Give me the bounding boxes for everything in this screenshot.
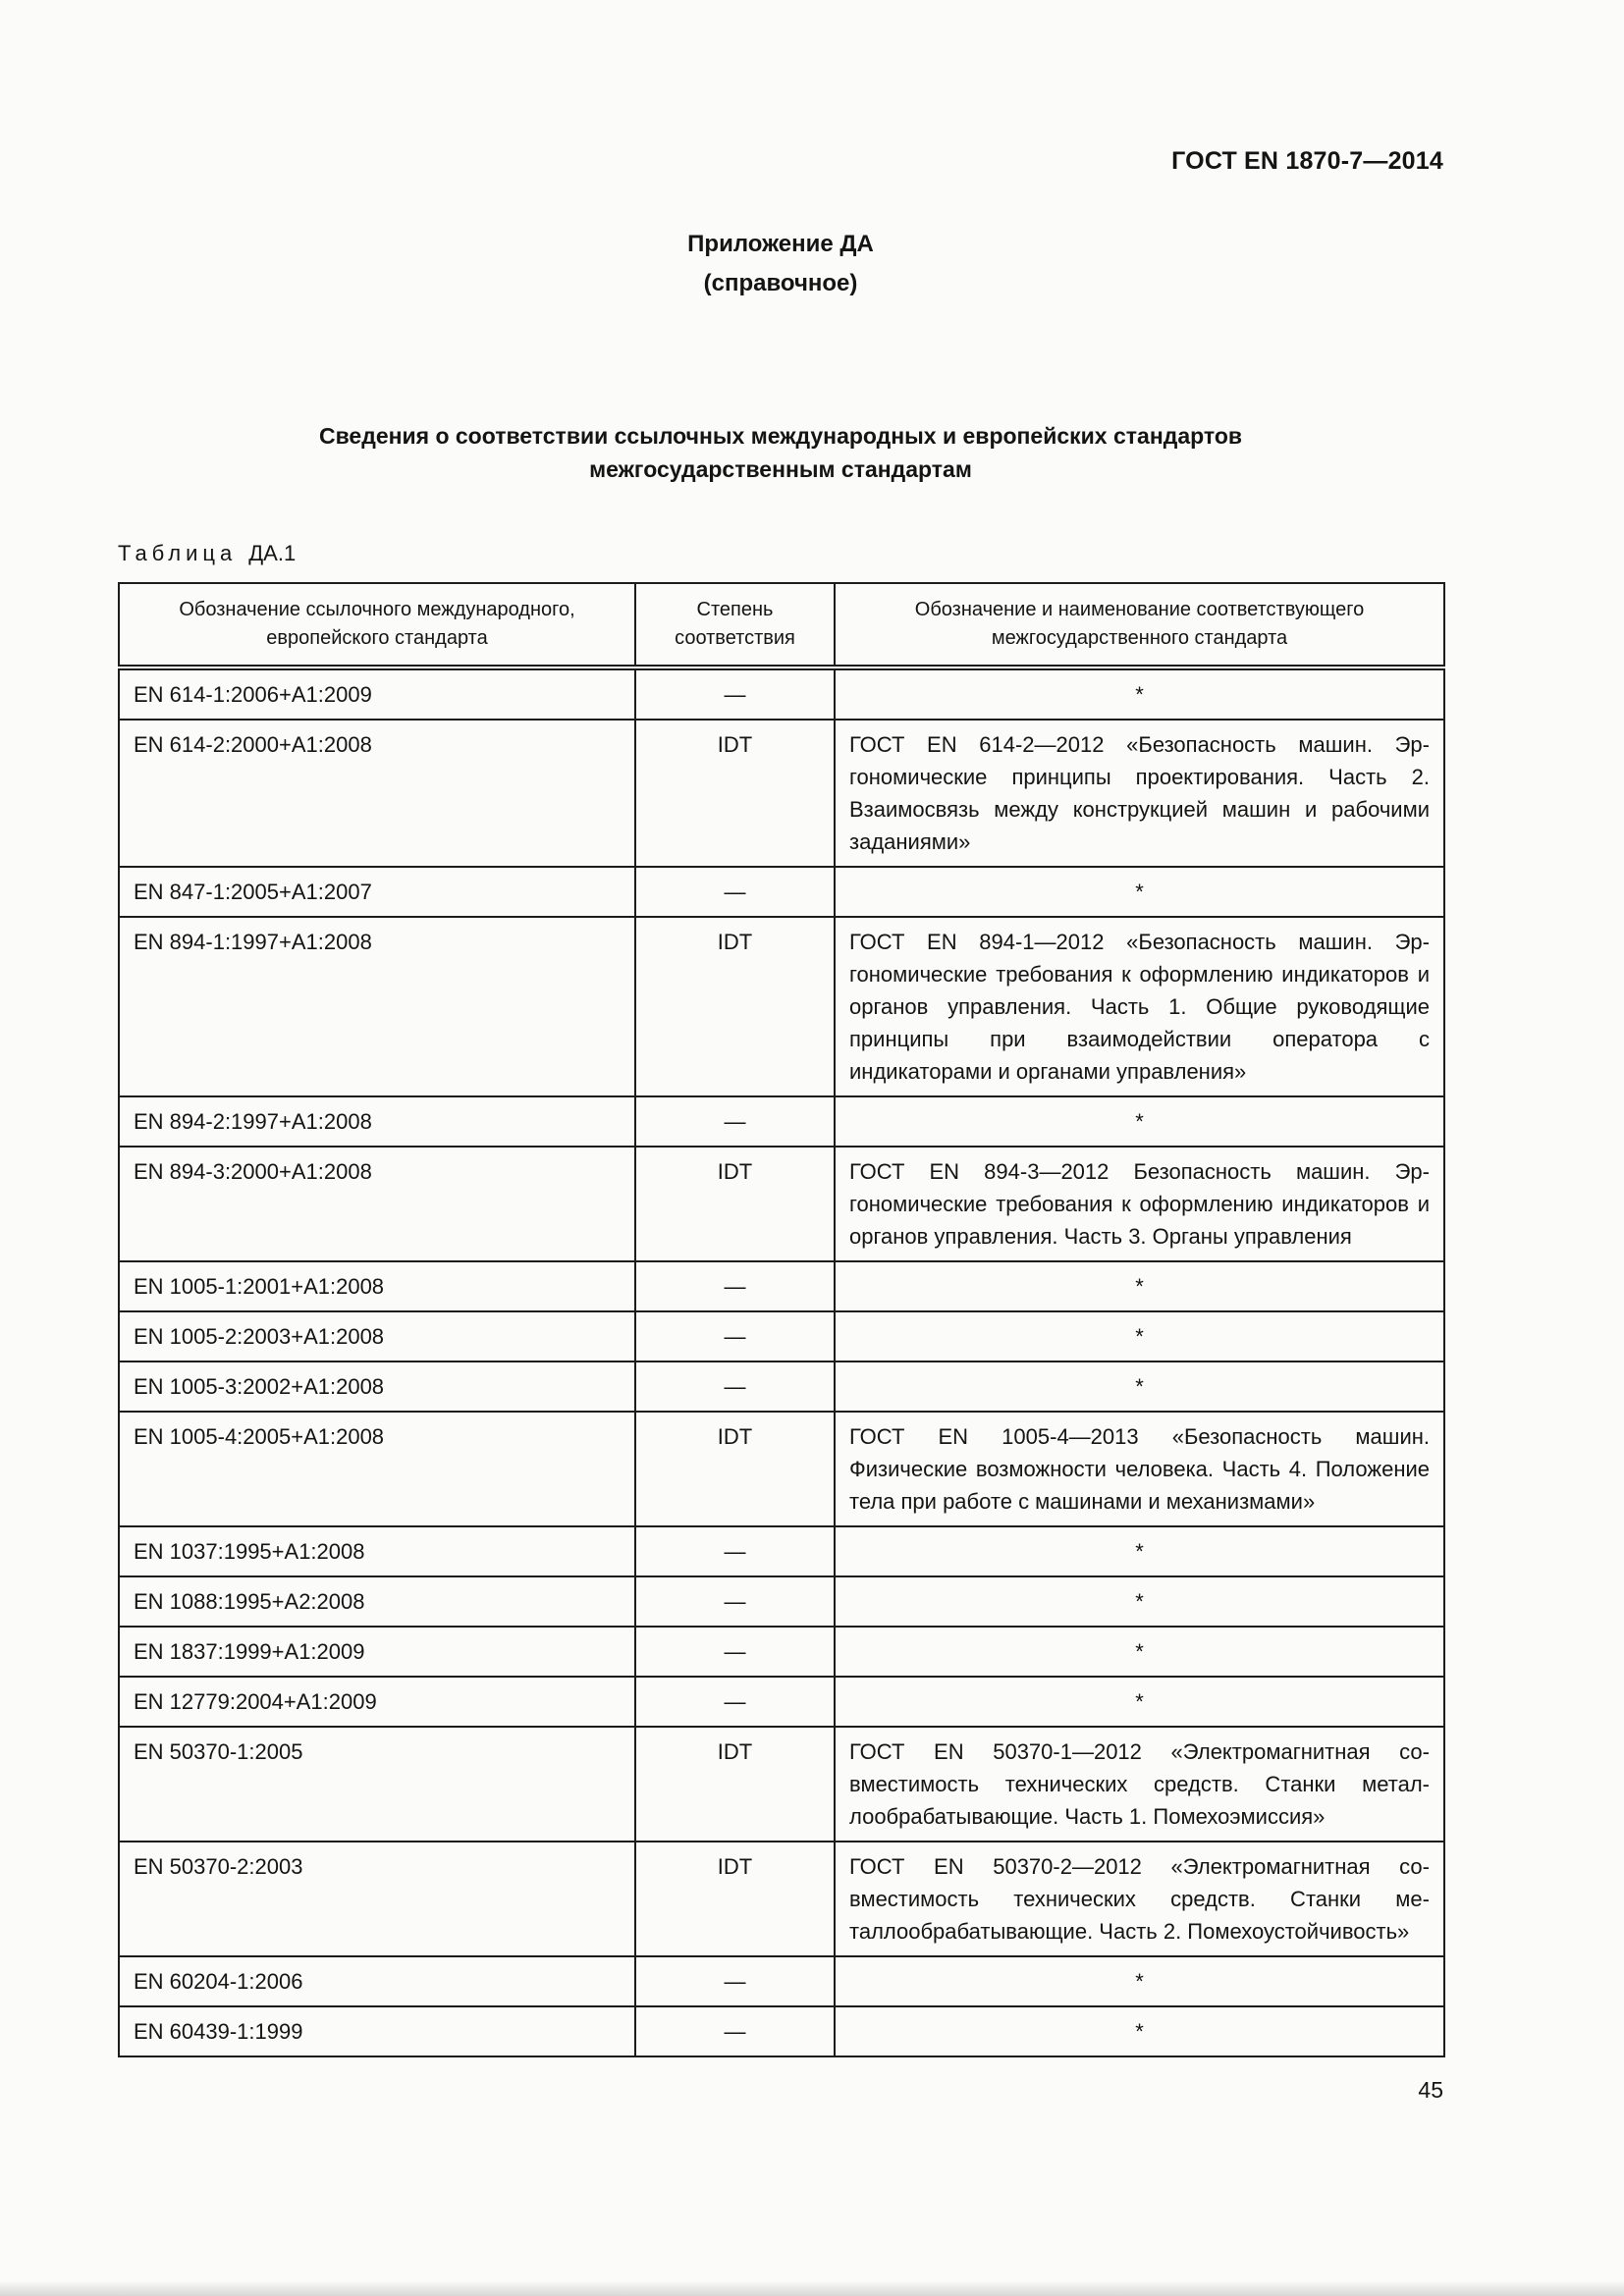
cell-degree: — <box>635 1096 835 1147</box>
cell-degree: — <box>635 667 835 720</box>
cell-standard: EN 50370-1:2005 <box>119 1727 635 1842</box>
cell-degree: IDT <box>635 917 835 1096</box>
table-row <box>119 1956 1444 2006</box>
section-title-line-2: межгосударственным стандартам <box>589 456 972 482</box>
cell-correspondence: * <box>835 1627 1444 1677</box>
table-header-row <box>119 583 1444 667</box>
cell-standard: EN 894-2:1997+A1:2008 <box>119 1096 635 1147</box>
cell-correspondence: * <box>835 1311 1444 1362</box>
cell-degree: — <box>635 1311 835 1362</box>
cell-degree: — <box>635 1677 835 1727</box>
cell-degree: — <box>635 1261 835 1311</box>
appendix-type: (справочное) <box>703 270 858 296</box>
cell-standard: EN 847-1:2005+A1:2007 <box>119 867 635 917</box>
cell-correspondence: ГОСТ EN 894-3—2012 Безопасность машин. Эргономические требования к оформлению индикаторов и органов управления. Часть 3. Органы управления <box>835 1147 1444 1261</box>
table-row <box>119 1842 1444 1956</box>
header-correspondence-line-2: межгосударственного стандарта <box>991 627 1288 649</box>
table-row <box>119 1412 1444 1526</box>
header-degree <box>635 583 835 667</box>
cell-correspondence: * <box>835 867 1444 917</box>
table-row <box>119 720 1444 867</box>
cell-standard: EN 1088:1995+A2:2008 <box>119 1576 635 1627</box>
header-correspondence-line-1: Обозначение и наименование соответствующего <box>914 599 1365 620</box>
table-row <box>119 867 1444 917</box>
cell-degree: — <box>635 2006 835 2056</box>
cell-correspondence: * <box>835 1362 1444 1412</box>
cell-correspondence: ГОСТ EN 614-2—2012 «Безопасность машин. Эргономические принципы проектирования. Часть 2. Взаимосвязь между конструкцией машин и рабочими заданиями» <box>835 720 1444 867</box>
cell-degree: — <box>635 1956 835 2006</box>
header-degree-line-1: Степень <box>696 599 774 620</box>
cell-correspondence: * <box>835 1956 1444 2006</box>
document-number: ГОСТ EN 1870-7—2014 <box>1171 147 1443 175</box>
table-caption <box>118 541 1443 566</box>
cell-correspondence: * <box>835 2006 1444 2056</box>
cell-correspondence: * <box>835 667 1444 720</box>
header-standard-line-2: европейского стандарта <box>266 627 488 649</box>
header-standard-line-1: Обозначение ссылочного международного, <box>179 599 575 620</box>
header-standard-designation <box>119 583 635 667</box>
appendix-label: Приложение ДА <box>687 231 874 257</box>
cell-standard: EN 12779:2004+A1:2009 <box>119 1677 635 1727</box>
cell-correspondence: * <box>835 1576 1444 1627</box>
table-row <box>119 1096 1444 1147</box>
cell-degree: — <box>635 1627 835 1677</box>
cell-degree: IDT <box>635 1412 835 1526</box>
table-row <box>119 1727 1444 1842</box>
cell-standard: EN 50370-2:2003 <box>119 1842 635 1956</box>
cell-degree: IDT <box>635 1842 835 1956</box>
table-row <box>119 1526 1444 1576</box>
cell-degree: — <box>635 1362 835 1412</box>
cell-standard: EN 614-1:2006+A1:2009 <box>119 667 635 720</box>
correspondence-table <box>118 582 1445 2057</box>
header-correspondence <box>835 583 1444 667</box>
cell-standard: EN 1037:1995+A1:2008 <box>119 1526 635 1576</box>
cell-standard: EN 614-2:2000+A1:2008 <box>119 720 635 867</box>
table-row <box>119 1147 1444 1261</box>
table-row <box>119 2006 1444 2056</box>
cell-standard: EN 894-3:2000+A1:2008 <box>119 1147 635 1261</box>
cell-degree: — <box>635 1526 835 1576</box>
section-title-line-1: Сведения о соответствии ссылочных международных и европейских стандартов <box>318 423 1243 449</box>
cell-correspondence: ГОСТ EN 50370-2—2012 «Электромагнитная совместимость технических средств. Станки металлообрабатывающие. Часть 2. Помехоустойчивость» <box>835 1842 1444 1956</box>
cell-correspondence: ГОСТ EN 1005-4—2013 «Безопасность машин. Физические возможности человека. Часть 4. Положение тела при работе с машинами и механизмами» <box>835 1412 1444 1526</box>
table-body <box>119 667 1444 2056</box>
cell-correspondence: * <box>835 1526 1444 1576</box>
page-number: 45 <box>1418 2077 1443 2103</box>
table-row <box>119 1362 1444 1412</box>
cell-correspondence: * <box>835 1261 1444 1311</box>
section-title <box>118 419 1443 486</box>
cell-standard: EN 1005-1:2001+A1:2008 <box>119 1261 635 1311</box>
table-row <box>119 1576 1444 1627</box>
cell-correspondence: * <box>835 1677 1444 1727</box>
appendix-heading <box>118 225 1443 303</box>
cell-degree: IDT <box>635 720 835 867</box>
cell-degree: — <box>635 1576 835 1627</box>
table-caption-word: Таблица <box>118 541 238 565</box>
cell-standard: EN 1005-2:2003+A1:2008 <box>119 1311 635 1362</box>
cell-standard: EN 1005-3:2002+A1:2008 <box>119 1362 635 1412</box>
table-row <box>119 1261 1444 1311</box>
cell-degree: IDT <box>635 1727 835 1842</box>
cell-standard: EN 60204-1:2006 <box>119 1956 635 2006</box>
table-caption-number: ДА.1 <box>248 541 297 565</box>
cell-standard: EN 1005-4:2005+A1:2008 <box>119 1412 635 1526</box>
cell-correspondence: * <box>835 1096 1444 1147</box>
cell-standard: EN 1837:1999+A1:2009 <box>119 1627 635 1677</box>
cell-correspondence: ГОСТ EN 894-1—2012 «Безопасность машин. Эргономические требования к оформлению индикаторов и органов управления. Часть 1. Общие руководящие принципы при взаимодействии оператора с индикаторами и органами управления» <box>835 917 1444 1096</box>
cell-degree: — <box>635 867 835 917</box>
cell-standard: EN 60439-1:1999 <box>119 2006 635 2056</box>
cell-degree: IDT <box>635 1147 835 1261</box>
header-degree-line-2: соответствия <box>675 627 795 649</box>
cell-standard: EN 894-1:1997+A1:2008 <box>119 917 635 1096</box>
cell-correspondence: ГОСТ EN 50370-1—2012 «Электромагнитная совместимость технических средств. Станки металлообрабатывающие. Часть 1. Помехоэмиссия» <box>835 1727 1444 1842</box>
table-row <box>119 667 1444 720</box>
table-row <box>119 1677 1444 1727</box>
table-row <box>119 1627 1444 1677</box>
table-row <box>119 917 1444 1096</box>
table-row <box>119 1311 1444 1362</box>
table-header <box>119 583 1444 667</box>
